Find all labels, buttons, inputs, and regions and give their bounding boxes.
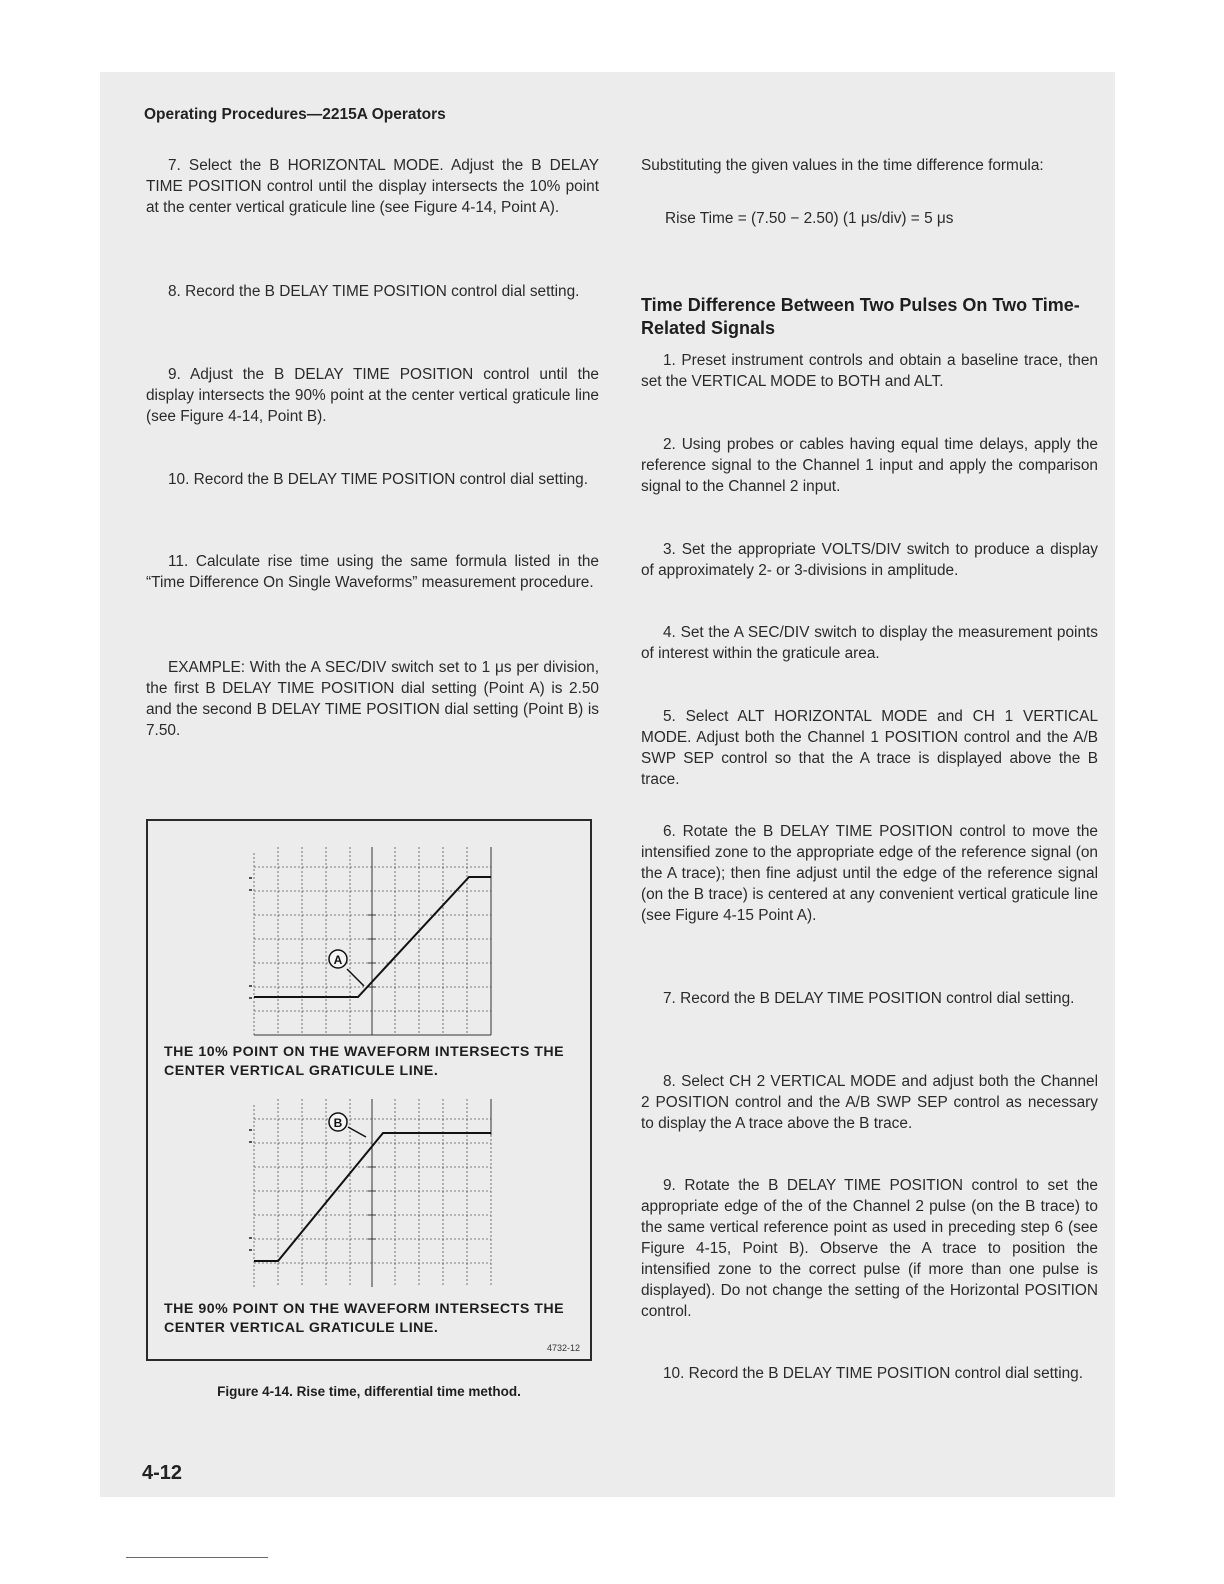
caption-90-percent: THE 90% POINT ON THE WAVEFORM INTERSECTS THE CENTER VERTICAL GRATICULE LINE.: [164, 1301, 565, 1336]
bottom-rule: [126, 1557, 268, 1558]
page-header: Operating Procedures—2215A Operators: [144, 106, 446, 123]
right-step-1: 1. Preset instrument controls and obtain a baseline trace, then set the VERTICAL MODE to BOTH and ALT.: [641, 352, 1098, 390]
figure-4-14: [146, 819, 592, 1361]
right-step-5: 5. Select ALT HORIZONTAL MODE and CH 1 VERTICAL MODE. Adjust both the Channel 1 POSITION control and the A/B SWP SEP control so that the A trace is displayed above the B trace.: [641, 708, 1098, 788]
rise-time-formula: Rise Time = (7.50 − 2.50) (1 μs/div) = 5 μs: [665, 210, 954, 227]
point-b-label: B: [333, 1116, 343, 1130]
page-number: 4-12: [142, 1462, 183, 1484]
step-10-paragraph: 10. Record the B DELAY TIME POSITION control dial setting.: [168, 471, 589, 488]
step-9-paragraph: 9. Adjust the B DELAY TIME POSITION control until the display intersects the 90% point at the center vertical graticule line (see Figure 4-14, Point B).: [146, 366, 599, 425]
graticule-top: [248, 843, 496, 1039]
step-7-paragraph: 7. Select the B HORIZONTAL MODE. Adjust the B DELAY TIME POSITION control until the display intersects the 10% point at the center vertical graticule line (see Figure 4-14, Point A).: [146, 157, 599, 216]
right-step-10: 10. Record the B DELAY TIME POSITION control dial setting.: [663, 1365, 1084, 1382]
step-11-paragraph: 11. Calculate rise time using the same formula listed in the “Time Difference On Single Waveforms” measurement procedure.: [146, 553, 599, 591]
right-step-3: 3. Set the appropriate VOLTS/DIV switch to produce a display of approximately 2- or 3-divisions in amplitude.: [641, 541, 1098, 579]
right-step-6: 6. Rotate the B DELAY TIME POSITION control to move the intensified zone to the appropriate edge of the reference signal (on the A trace); then fine adjust until the edge of the reference signal (on the B trace) is centered at any convenient vertical graticule line (see Figure 4-15 Point A).: [641, 823, 1098, 924]
right-step-2: 2. Using probes or cables having equal time delays, apply the reference signal to the Channel 1 input and apply the comparison signal to the Channel 2 input.: [641, 436, 1098, 495]
step-8-paragraph: 8. Record the B DELAY TIME POSITION control dial setting.: [168, 283, 580, 300]
caption-10-percent: THE 10% POINT ON THE WAVEFORM INTERSECTS THE CENTER VERTICAL GRATICULE LINE.: [164, 1044, 565, 1079]
graticule-bottom: [248, 1095, 496, 1291]
right-step-7: 7. Record the B DELAY TIME POSITION control dial setting.: [663, 990, 1075, 1007]
substitution-paragraph: Substituting the given values in the time difference formula:: [641, 157, 1044, 174]
section-heading: Time Difference Between Two Pulses On Two Time-Related Signals: [641, 295, 1080, 338]
example-paragraph: EXAMPLE: With the A SEC/DIV switch set to 1 μs per division, the first B DELAY TIME POSITION dial setting (Point A) is 2.50 and the second B DELAY TIME POSITION dial setting (Point B) is 7.50.: [146, 659, 599, 739]
right-step-8: 8. Select CH 2 VERTICAL MODE and adjust both the Channel 2 POSITION control and the A/B SWP SEP control as necessary to display the A trace above the B trace.: [641, 1073, 1098, 1132]
point-a-label: A: [333, 953, 343, 967]
right-step-9: 9. Rotate the B DELAY TIME POSITION control to set the appropriate edge of the of the Channel 2 pulse (on the B trace) to the same vertical reference point as used in preceding step 6 (see Figure 4-15, Point B). Observe the A trace to position the intensified zone to the correct pulse (if more than one pulse is displayed). Do not change the setting of the Horizontal POSITION control.: [641, 1177, 1098, 1320]
figure-number: 4732-12: [546, 1343, 580, 1353]
right-step-4: 4. Set the A SEC/DIV switch to display the measurement points of interest within the graticule area.: [641, 624, 1098, 662]
figure-caption: Figure 4-14. Rise time, differential time method.: [217, 1384, 521, 1399]
